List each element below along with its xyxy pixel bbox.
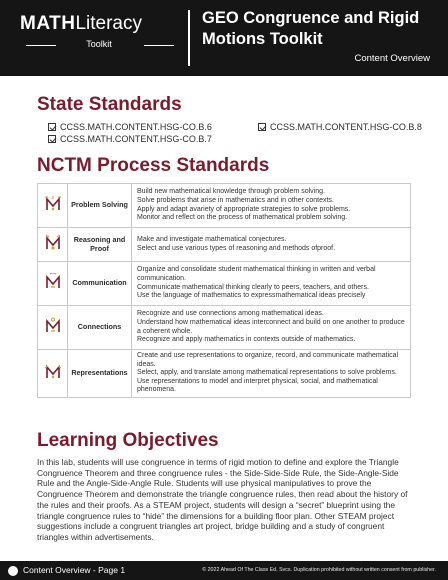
description-line: Create and use representations to organize, record, and communicate mathematical ideas. bbox=[137, 352, 399, 368]
checkbox-icon bbox=[48, 135, 56, 143]
description-line: Understand how mathematical ideas interconnect and build on one another to produce a coherent whole. bbox=[137, 318, 405, 335]
reasoning-icon bbox=[44, 234, 62, 252]
brand-name-light: Literacy bbox=[75, 13, 142, 34]
header-divider bbox=[188, 10, 190, 66]
checkbox-icon bbox=[48, 123, 56, 131]
table-row bbox=[38, 184, 411, 228]
page-title: GEO Congruence and Rigid Motions Toolkit bbox=[202, 9, 420, 48]
description-line: Recognize and use connections among mathematical ideas. bbox=[137, 310, 324, 318]
communication-icon bbox=[44, 273, 62, 291]
footer-bullet-icon bbox=[8, 566, 18, 576]
nctm-description bbox=[132, 306, 411, 350]
icon-cell bbox=[38, 306, 68, 350]
footer-copyright: © 2022 Ahead Of The Class Ed. Svcs. Duplication prohibited without written consent from publisher. bbox=[202, 567, 436, 573]
nctm-label: Communication bbox=[68, 262, 132, 306]
representations-icon bbox=[44, 363, 62, 381]
brand-name-bold: MATH bbox=[20, 13, 76, 34]
description-line: Make and investigate mathematical conjectures. bbox=[137, 235, 287, 243]
description-line: Solve problems that arise in mathematics and in other contexts. bbox=[137, 196, 334, 204]
description-line: Communicate mathematical thinking clearly to peers, teachers, and others. bbox=[137, 283, 369, 291]
standard-item bbox=[258, 122, 422, 132]
nctm-heading: NCTM Process Standards bbox=[37, 155, 270, 176]
brand-name bbox=[20, 12, 142, 36]
nctm-description bbox=[132, 262, 411, 306]
nctm-label: Problem Solving bbox=[68, 184, 132, 228]
learning-objectives-heading: Learning Objectives bbox=[37, 430, 219, 451]
footer-page-label: Content Overview - Page 1 bbox=[23, 565, 126, 575]
page-subtitle: Content Overview bbox=[354, 53, 430, 64]
description-line: Select and use various types of reasoning and methods ofproof. bbox=[137, 244, 336, 252]
icon-cell bbox=[38, 350, 68, 398]
brand-rule-right bbox=[144, 45, 174, 46]
description-line: Use the language of mathematics to expressmathematical ideas precisely bbox=[137, 292, 366, 300]
description-line: Use representations to model and interpret physical, social, and mathematical phenomena. bbox=[137, 377, 378, 394]
nctm-description bbox=[132, 350, 411, 398]
standard-item bbox=[48, 122, 212, 132]
problem-solving-icon bbox=[44, 195, 62, 213]
nctm-label: Reasoning and Proof bbox=[68, 228, 132, 262]
description-line: Build new mathematical knowledge through problem solving. bbox=[137, 188, 325, 196]
table-row bbox=[38, 262, 411, 306]
description-line: Select, apply, and translate among mathematical representations to solve problems. bbox=[137, 369, 397, 377]
description-line: Organize and consolidate student mathematical thinking in written and verbal communication. bbox=[137, 266, 376, 282]
description-line: Recognize and apply mathematics in contexts outside of mathematics. bbox=[137, 336, 356, 344]
state-standards-heading: State Standards bbox=[37, 94, 182, 115]
brand-subtitle: Toolkit bbox=[86, 39, 112, 49]
nctm-label: Representations bbox=[68, 350, 132, 398]
learning-objectives-text: In this lab, students will use congruence in terms of rigid motion to define and explore the Triangle Congruence Theorem and three congruence rules - the Side-Side-Side Rule, the Side-Angle-Side Rule and the Angle-Side-Angle Rule. Students will use physical manipulatives to prove the Congruence Theorem and demonstrate the triangle congruence rules, then read about the history of the rules and their proofs. As a STEAM project, students will design a “secret” blueprint using the triangle congruence rules to “hide” the dimensions for a building floor plan. Other STEAM project suggestions include a congruent triangles art project, bridge building and a study of congruent triangles within advertisements. bbox=[37, 457, 408, 542]
table-row bbox=[38, 350, 411, 398]
nctm-label: Connections bbox=[68, 306, 132, 350]
standard-label: CCSS.MATH.CONTENT.HSG-CO.B.8 bbox=[270, 122, 422, 132]
standard-label: CCSS.MATH.CONTENT.HSG-CO.B.6 bbox=[60, 122, 212, 132]
standard-label: CCSS.MATH.CONTENT.HSG-CO.B.7 bbox=[60, 134, 212, 144]
header-bar bbox=[0, 0, 448, 76]
description-line: Apply and adapt avariety of appropriate strategies to solve problems. bbox=[137, 205, 351, 213]
icon-cell bbox=[38, 228, 68, 262]
description-line: Monitor and reflect on the process of mathematical problem solving. bbox=[137, 214, 348, 222]
nctm-description bbox=[132, 228, 411, 262]
table-row bbox=[38, 228, 411, 262]
icon-cell bbox=[38, 184, 68, 228]
nctm-description bbox=[132, 184, 411, 228]
icon-cell bbox=[38, 262, 68, 306]
footer-bar bbox=[0, 561, 448, 580]
nctm-table bbox=[37, 183, 411, 398]
connections-icon bbox=[44, 317, 62, 335]
checkbox-icon bbox=[258, 123, 266, 131]
standard-item bbox=[48, 134, 212, 144]
table-row bbox=[38, 306, 411, 350]
brand-logo bbox=[20, 12, 178, 64]
